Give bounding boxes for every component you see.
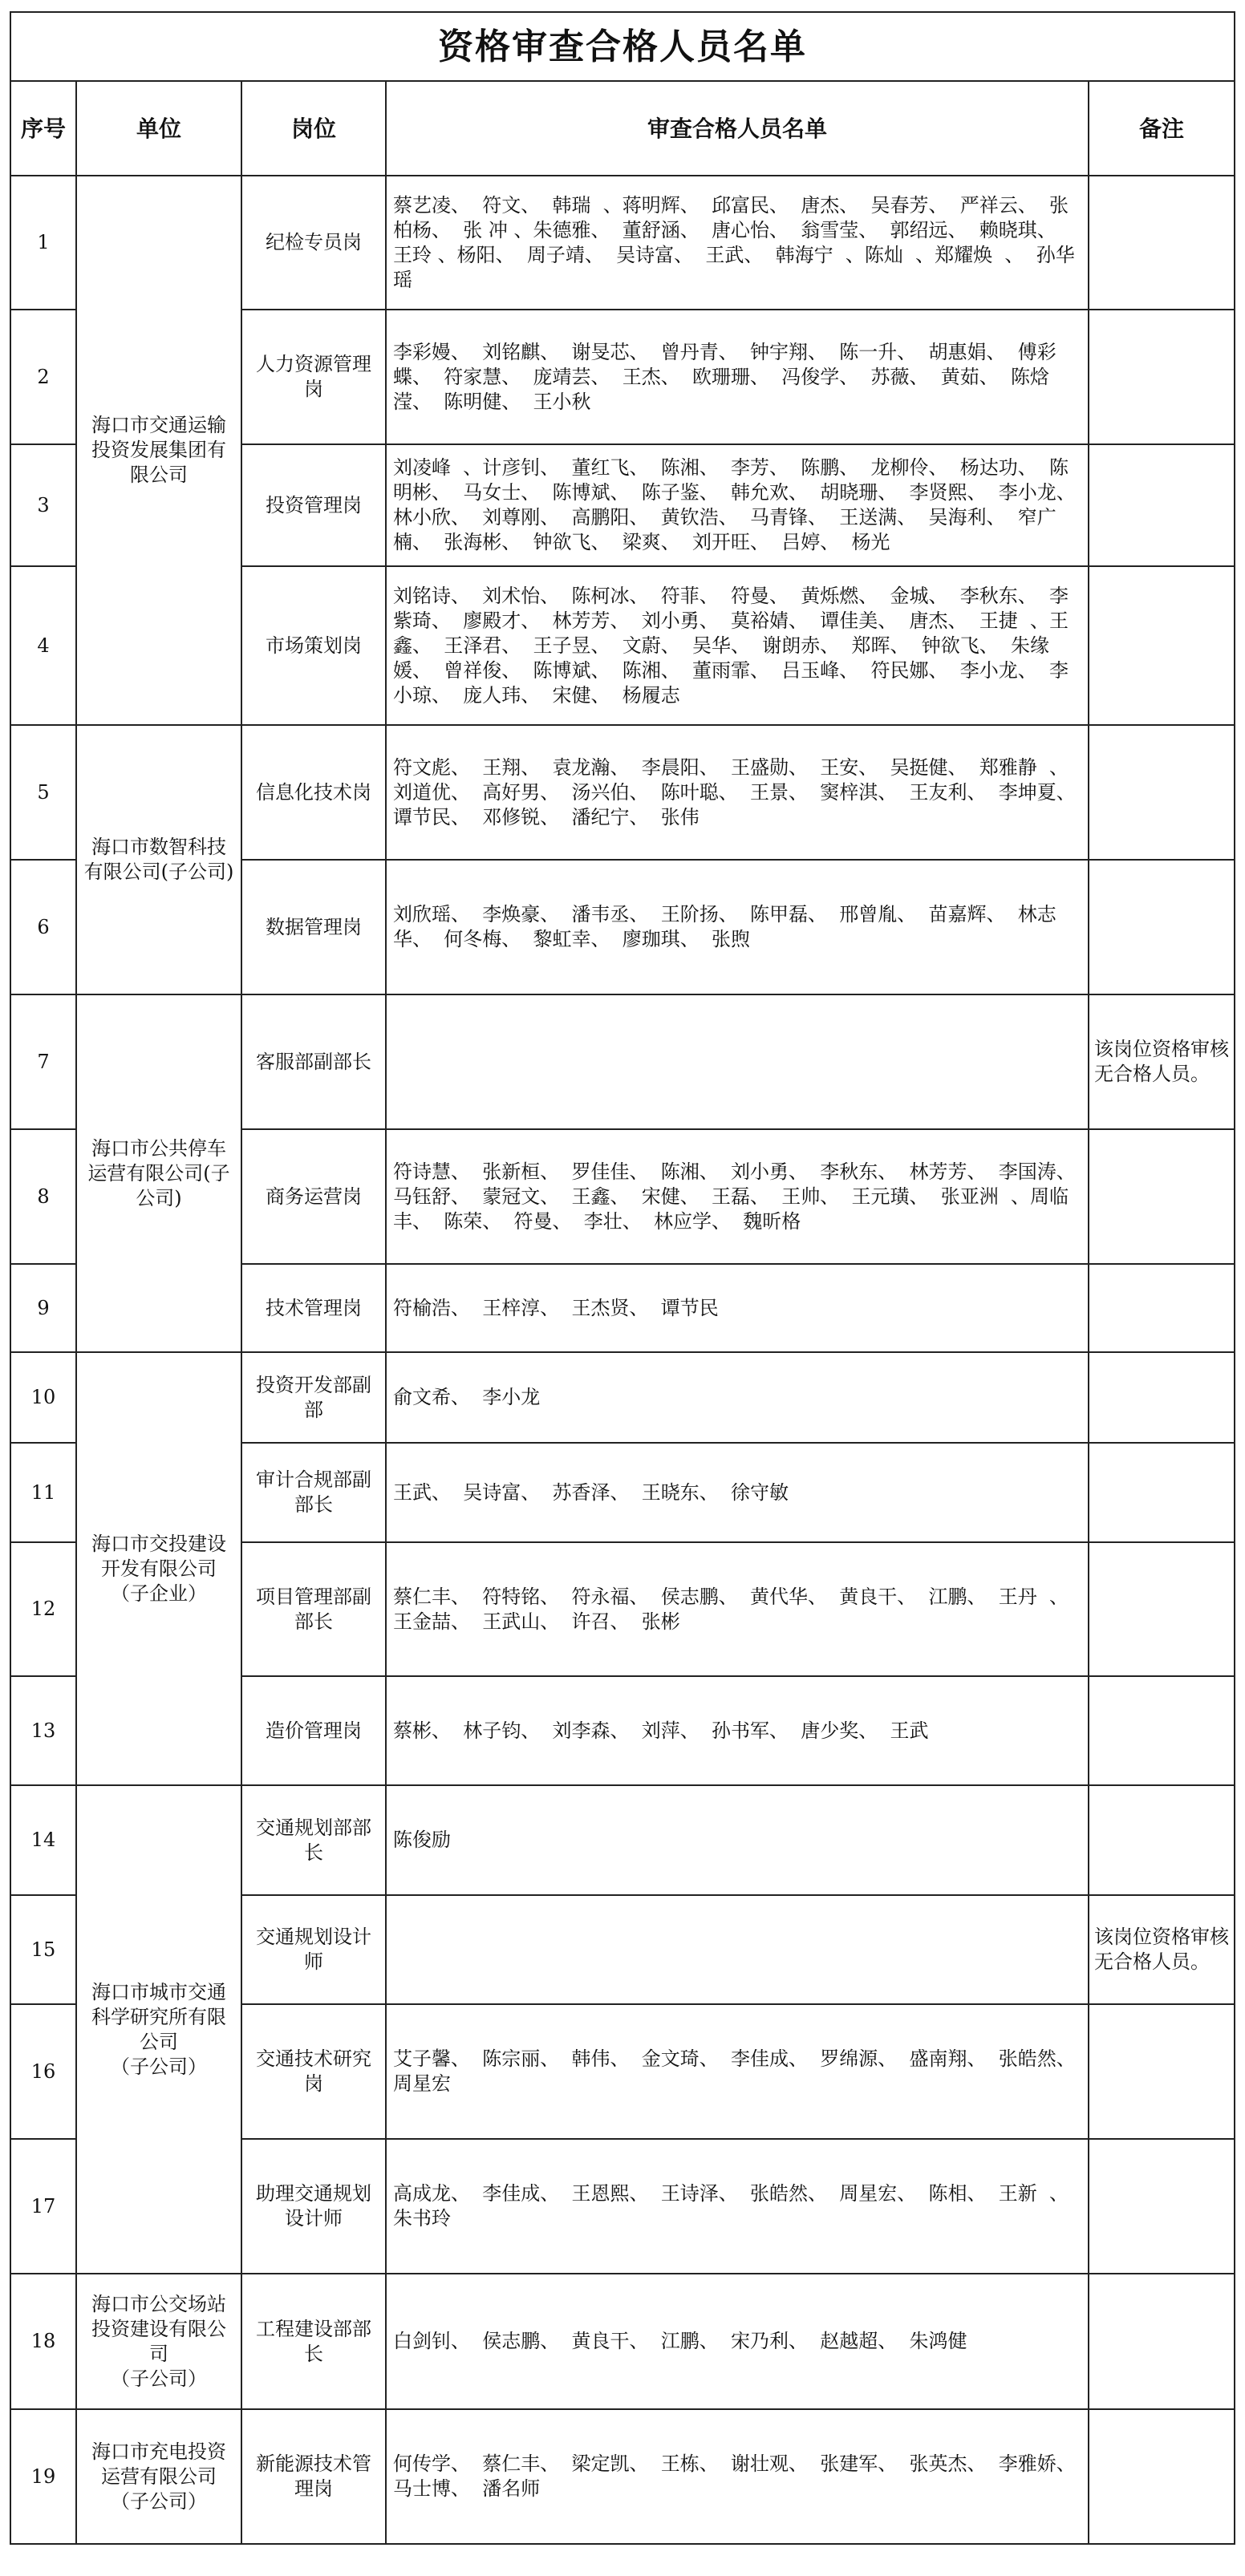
header-names: 审查合格人员名单 [386, 81, 1089, 176]
row-no: 2 [10, 310, 76, 444]
position-cell: 造价管理岗 [241, 1676, 386, 1785]
position-cell: 客服部副部长 [241, 994, 386, 1129]
position-cell: 项目管理部副部长 [241, 1542, 386, 1676]
row-no: 16 [10, 2004, 76, 2139]
position-cell: 投资管理岗 [241, 444, 386, 566]
names-cell: 何传学、 蔡仁丰、 梁定凯、 王栋、 谢壮观、 张建军、 张英杰、 李雅娇、 马士博、 潘名师 [386, 2409, 1089, 2544]
position-cell: 数据管理岗 [241, 860, 386, 994]
note-cell [1089, 1264, 1235, 1352]
names-cell: 符文彪、 王翔、 袁龙瀚、 李晨阳、 王盛勋、 王安、 吴挺健、 郑雅静 、刘道优、 高好男、 汤兴伯、 陈叶聪、 王景、 窦梓淇、 王友利、 李坤夏、 谭节民、 邓修锐、 潘纪宁、 张伟 [386, 725, 1089, 860]
row-no: 15 [10, 1895, 76, 2004]
row-no: 5 [10, 725, 76, 860]
names-cell: 刘凌峰 、计彦钊、 董红飞、 陈湘、 李芳、 陈鹏、 龙柳伶、 杨达功、 陈明彬、 马女士、 陈博斌、 陈子鉴、 韩允欢、 胡晓珊、 李贤熙、 李小龙、 林小欣、 刘尊刚、 高鹏阳、 黄钦浩、 马青锋、 王送满、 吴海利、 窄广楠、 张海彬、 钟欲飞、 梁爽、 刘开旺、 吕婷、 杨光 [386, 444, 1089, 566]
position-cell: 交通技术研究岗 [241, 2004, 386, 2139]
table-title: 资格审查合格人员名单 [10, 12, 1235, 81]
names-cell: 刘铭诗、 刘术怡、 陈柯冰、 符菲、 符曼、 黄烁燃、 金城、 李秋东、 李紫琦、 廖殿才、 林芳芳、 刘小勇、 莫裕婧、 谭佳美、 唐杰、 王捷 、王鑫、 王泽君、 王子昱、 文蔚、 吴华、 谢朗赤、 郑晖、 钟欲飞、 朱缘媛、 曾祥俊、 陈博斌、 陈湘、 董雨霏、 吕玉峰、 符民娜、 李小龙、 李小琼、 庞人玮、 宋健、 杨履志 [386, 566, 1089, 725]
table-row [10, 994, 1235, 1129]
names-cell: 王武、 吴诗富、 苏香泽、 王晓东、 徐守敏 [386, 1443, 1089, 1542]
row-no: 10 [10, 1352, 76, 1443]
note-cell [1089, 1542, 1235, 1676]
header-note: 备注 [1089, 81, 1235, 176]
names-cell: 白剑钊、 侯志鹏、 黄良干、 江鹏、 宋乃利、 赵越超、 朱鸿健 [386, 2274, 1089, 2409]
row-no: 8 [10, 1129, 76, 1264]
table-row [10, 2274, 1235, 2409]
note-cell [1089, 1129, 1235, 1264]
note-cell [1089, 2139, 1235, 2274]
unit-cell: 海口市公共停车运营有限公司(子公司) [76, 994, 241, 1352]
table-row [10, 725, 1235, 860]
names-cell [386, 1895, 1089, 2004]
table-row [10, 1352, 1235, 1443]
row-no: 3 [10, 444, 76, 566]
row-no: 17 [10, 2139, 76, 2274]
note-cell [1089, 1443, 1235, 1542]
names-cell: 蔡仁丰、 符特铭、 符永福、 侯志鹏、 黄代华、 黄良干、 江鹏、 王丹 、王金喆、 王武山、 许召、 张彬 [386, 1542, 1089, 1676]
unit-cell: 海口市城市交通科学研究所有限公司 （子公司） [76, 1785, 241, 2274]
position-cell: 纪检专员岗 [241, 176, 386, 310]
roster-page [10, 11, 1234, 2545]
names-cell: 俞文希、 李小龙 [386, 1352, 1089, 1443]
table-row [10, 1785, 1235, 1895]
row-no: 9 [10, 1264, 76, 1352]
note-cell [1089, 725, 1235, 860]
unit-cell: 海口市交投建设开发有限公司（子企业） [76, 1352, 241, 1785]
names-cell [386, 994, 1089, 1129]
table-row [10, 176, 1235, 310]
row-no: 6 [10, 860, 76, 994]
row-no: 1 [10, 176, 76, 310]
header-row [10, 81, 1235, 176]
row-no: 19 [10, 2409, 76, 2544]
position-cell: 助理交通规划设计师 [241, 2139, 386, 2274]
names-cell: 李彩嫚、 刘铭麒、 谢旻芯、 曾丹青、 钟宇翔、 陈一升、 胡惠娟、 傅彩蝶、 符家慧、 庞靖芸、 王杰、 欧珊珊、 冯俊学、 苏薇、 黄茹、 陈焓滢、 陈明健、 王小秋 [386, 310, 1089, 444]
note-cell [1089, 1676, 1235, 1785]
position-cell: 市场策划岗 [241, 566, 386, 725]
names-cell: 艾子馨、 陈宗丽、 韩伟、 金文琦、 李佳成、 罗绵源、 盛南翔、 张皓然、 周星宏 [386, 2004, 1089, 2139]
position-cell: 交通规划设计师 [241, 1895, 386, 2004]
note-cell: 该岗位资格审核无合格人员。 [1089, 1895, 1235, 2004]
names-cell: 符诗慧、 张新桓、 罗佳佳、 陈湘、 刘小勇、 李秋东、 林芳芳、 李国涛、 马钰舒、 蒙冠文、 王鑫、 宋健、 王磊、 王帅、 王元璜、 张亚洲 、周临丰、 陈荣、 符曼、 李壮、 林应学、 魏昕格 [386, 1129, 1089, 1264]
row-no: 7 [10, 994, 76, 1129]
row-no: 11 [10, 1443, 76, 1542]
note-cell [1089, 444, 1235, 566]
unit-cell: 海口市数智科技有限公司(子公司) [76, 725, 241, 994]
note-cell [1089, 2004, 1235, 2139]
table-row [10, 2409, 1235, 2544]
row-no: 4 [10, 566, 76, 725]
row-no: 12 [10, 1542, 76, 1676]
position-cell: 新能源技术管理岗 [241, 2409, 386, 2544]
row-no: 13 [10, 1676, 76, 1785]
names-cell: 陈俊励 [386, 1785, 1089, 1895]
note-cell [1089, 2409, 1235, 2544]
position-cell: 工程建设部部长 [241, 2274, 386, 2409]
note-cell [1089, 2274, 1235, 2409]
names-cell: 蔡彬、 林子钧、 刘李森、 刘萍、 孙书军、 唐少奖、 王武 [386, 1676, 1089, 1785]
position-cell: 技术管理岗 [241, 1264, 386, 1352]
row-no: 18 [10, 2274, 76, 2409]
position-cell: 信息化技术岗 [241, 725, 386, 860]
names-cell: 蔡艺凌、 符文、 韩瑞 、蒋明辉、 邱富民、 唐杰、 吴春芳、 严祥云、 张柏杨、 张 冲 、朱德雅、 董舒涵、 唐心怡、 翁雪莹、 郭绍远、 赖晓琪、 王玲 、杨阳、 周子靖、 吴诗富、 王武、 韩海宁 、陈灿 、郑耀焕 、 孙华瑶 [386, 176, 1089, 310]
note-cell [1089, 860, 1235, 994]
position-cell: 人力资源管理岗 [241, 310, 386, 444]
note-cell [1089, 1352, 1235, 1443]
names-cell: 高成龙、 李佳成、 王恩熙、 王诗泽、 张皓然、 周星宏、 陈相、 王新 、朱书玲 [386, 2139, 1089, 2274]
unit-cell: 海口市交通运输投资发展集团有限公司 [76, 176, 241, 725]
note-cell [1089, 310, 1235, 444]
note-cell [1089, 176, 1235, 310]
note-cell [1089, 1785, 1235, 1895]
names-cell: 符榆浩、 王梓淳、 王杰贤、 谭节民 [386, 1264, 1089, 1352]
header-position: 岗位 [241, 81, 386, 176]
header-no: 序号 [10, 81, 76, 176]
position-cell: 审计合规部副部长 [241, 1443, 386, 1542]
position-cell: 交通规划部部长 [241, 1785, 386, 1895]
position-cell: 商务运营岗 [241, 1129, 386, 1264]
names-cell: 刘欣瑶、 李焕豪、 潘韦丞、 王阶扬、 陈甲磊、 邢曾胤、 苗嘉辉、 林志华、 何冬梅、 黎虹幸、 廖珈琪、 张煦 [386, 860, 1089, 994]
unit-cell: 海口市充电投资运营有限公司 （子公司） [76, 2409, 241, 2544]
note-cell: 该岗位资格审核无合格人员。 [1089, 994, 1235, 1129]
position-cell: 投资开发部副部 [241, 1352, 386, 1443]
qualified-personnel-table [10, 11, 1235, 2545]
unit-cell: 海口市公交场站投资建设有限公司 （子公司） [76, 2274, 241, 2409]
note-cell [1089, 566, 1235, 725]
header-unit: 单位 [76, 81, 241, 176]
row-no: 14 [10, 1785, 76, 1895]
